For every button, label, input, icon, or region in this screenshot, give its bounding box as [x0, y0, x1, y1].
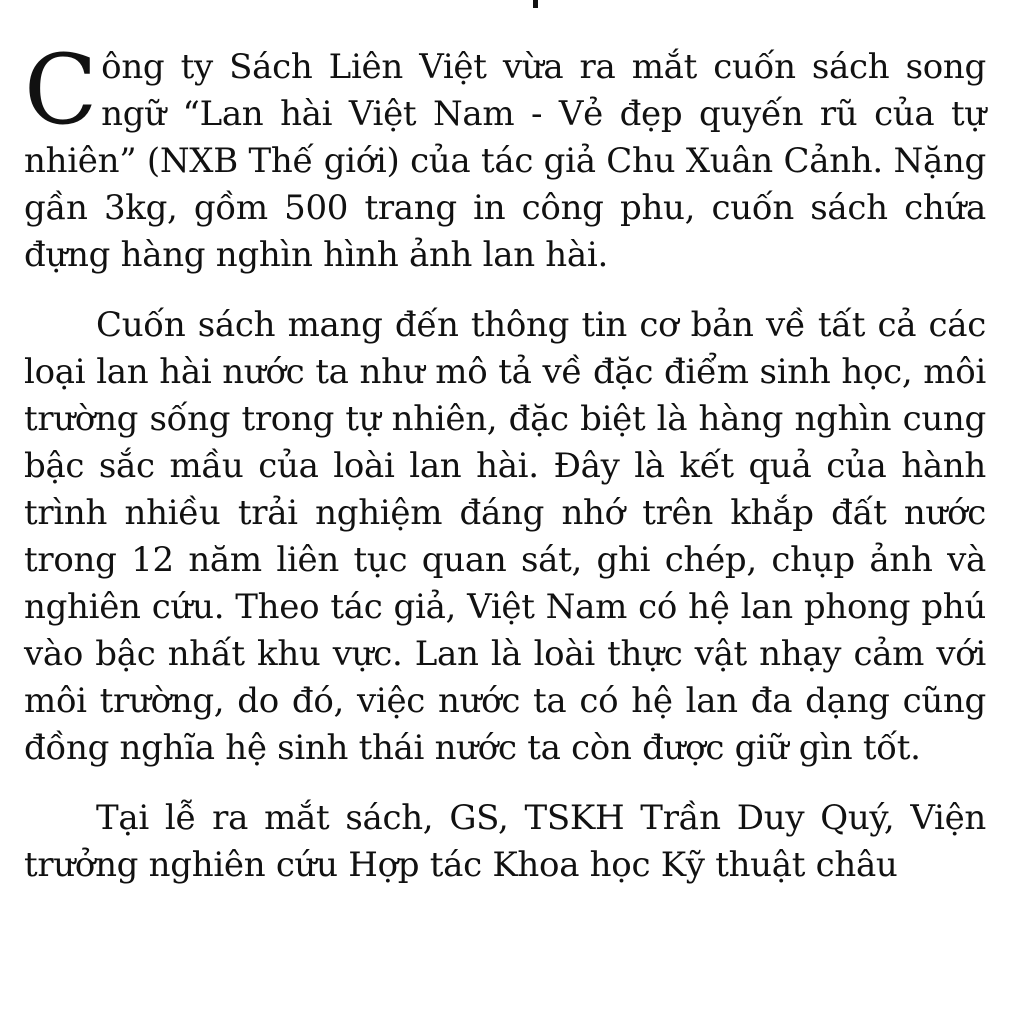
paragraph-1 — [24, 34, 986, 279]
drop-cap: C — [24, 34, 98, 146]
article-body — [24, 34, 986, 889]
paragraph-1-text: ông ty Sách Liên Việt vừa ra mắt cuốn sách song ngữ “Lan hài Việt Nam - Vẻ đẹp quyến rũ của tự nhiên” (NXB Thế giới) của tác giả Chu Xuân Cảnh. Nặng gần 3kg, gồm 500 trang in công phu, cuốn sách chứa đựng hàng nghìn hình ảnh lan hài. — [24, 47, 986, 275]
paragraph-3: Tại lễ ra mắt sách, GS, TSKH Trần Duy Quý, Viện trưởng nghiên cứu Hợp tác Khoa học Kỹ thuật châu — [24, 798, 986, 885]
paragraph-2: Cuốn sách mang đến thông tin cơ bản về tất cả các loại lan hài nước ta như mô tả về đặc điểm sinh học, môi trường sống trong tự nhiên, đặc biệt là hàng nghìn cung bậc sắc mầu của loài lan hài. Đây là kết quả của hành trình nhiều trải nghiệm đáng nhớ trên khắp đất nước trong 12 năm liên tục quan sát, ghi chép, chụp ảnh và nghiên cứu. Theo tác giả, Việt Nam có hệ lan phong phú vào bậc nhất khu vực. Lan là loài thực vật nhạy cảm với môi trường, do đó, việc nước ta có hệ lan đa dạng cũng đồng nghĩa hệ sinh thái nước ta còn được giữ gìn tốt. — [24, 305, 986, 768]
page-top-mark — [533, 0, 538, 8]
